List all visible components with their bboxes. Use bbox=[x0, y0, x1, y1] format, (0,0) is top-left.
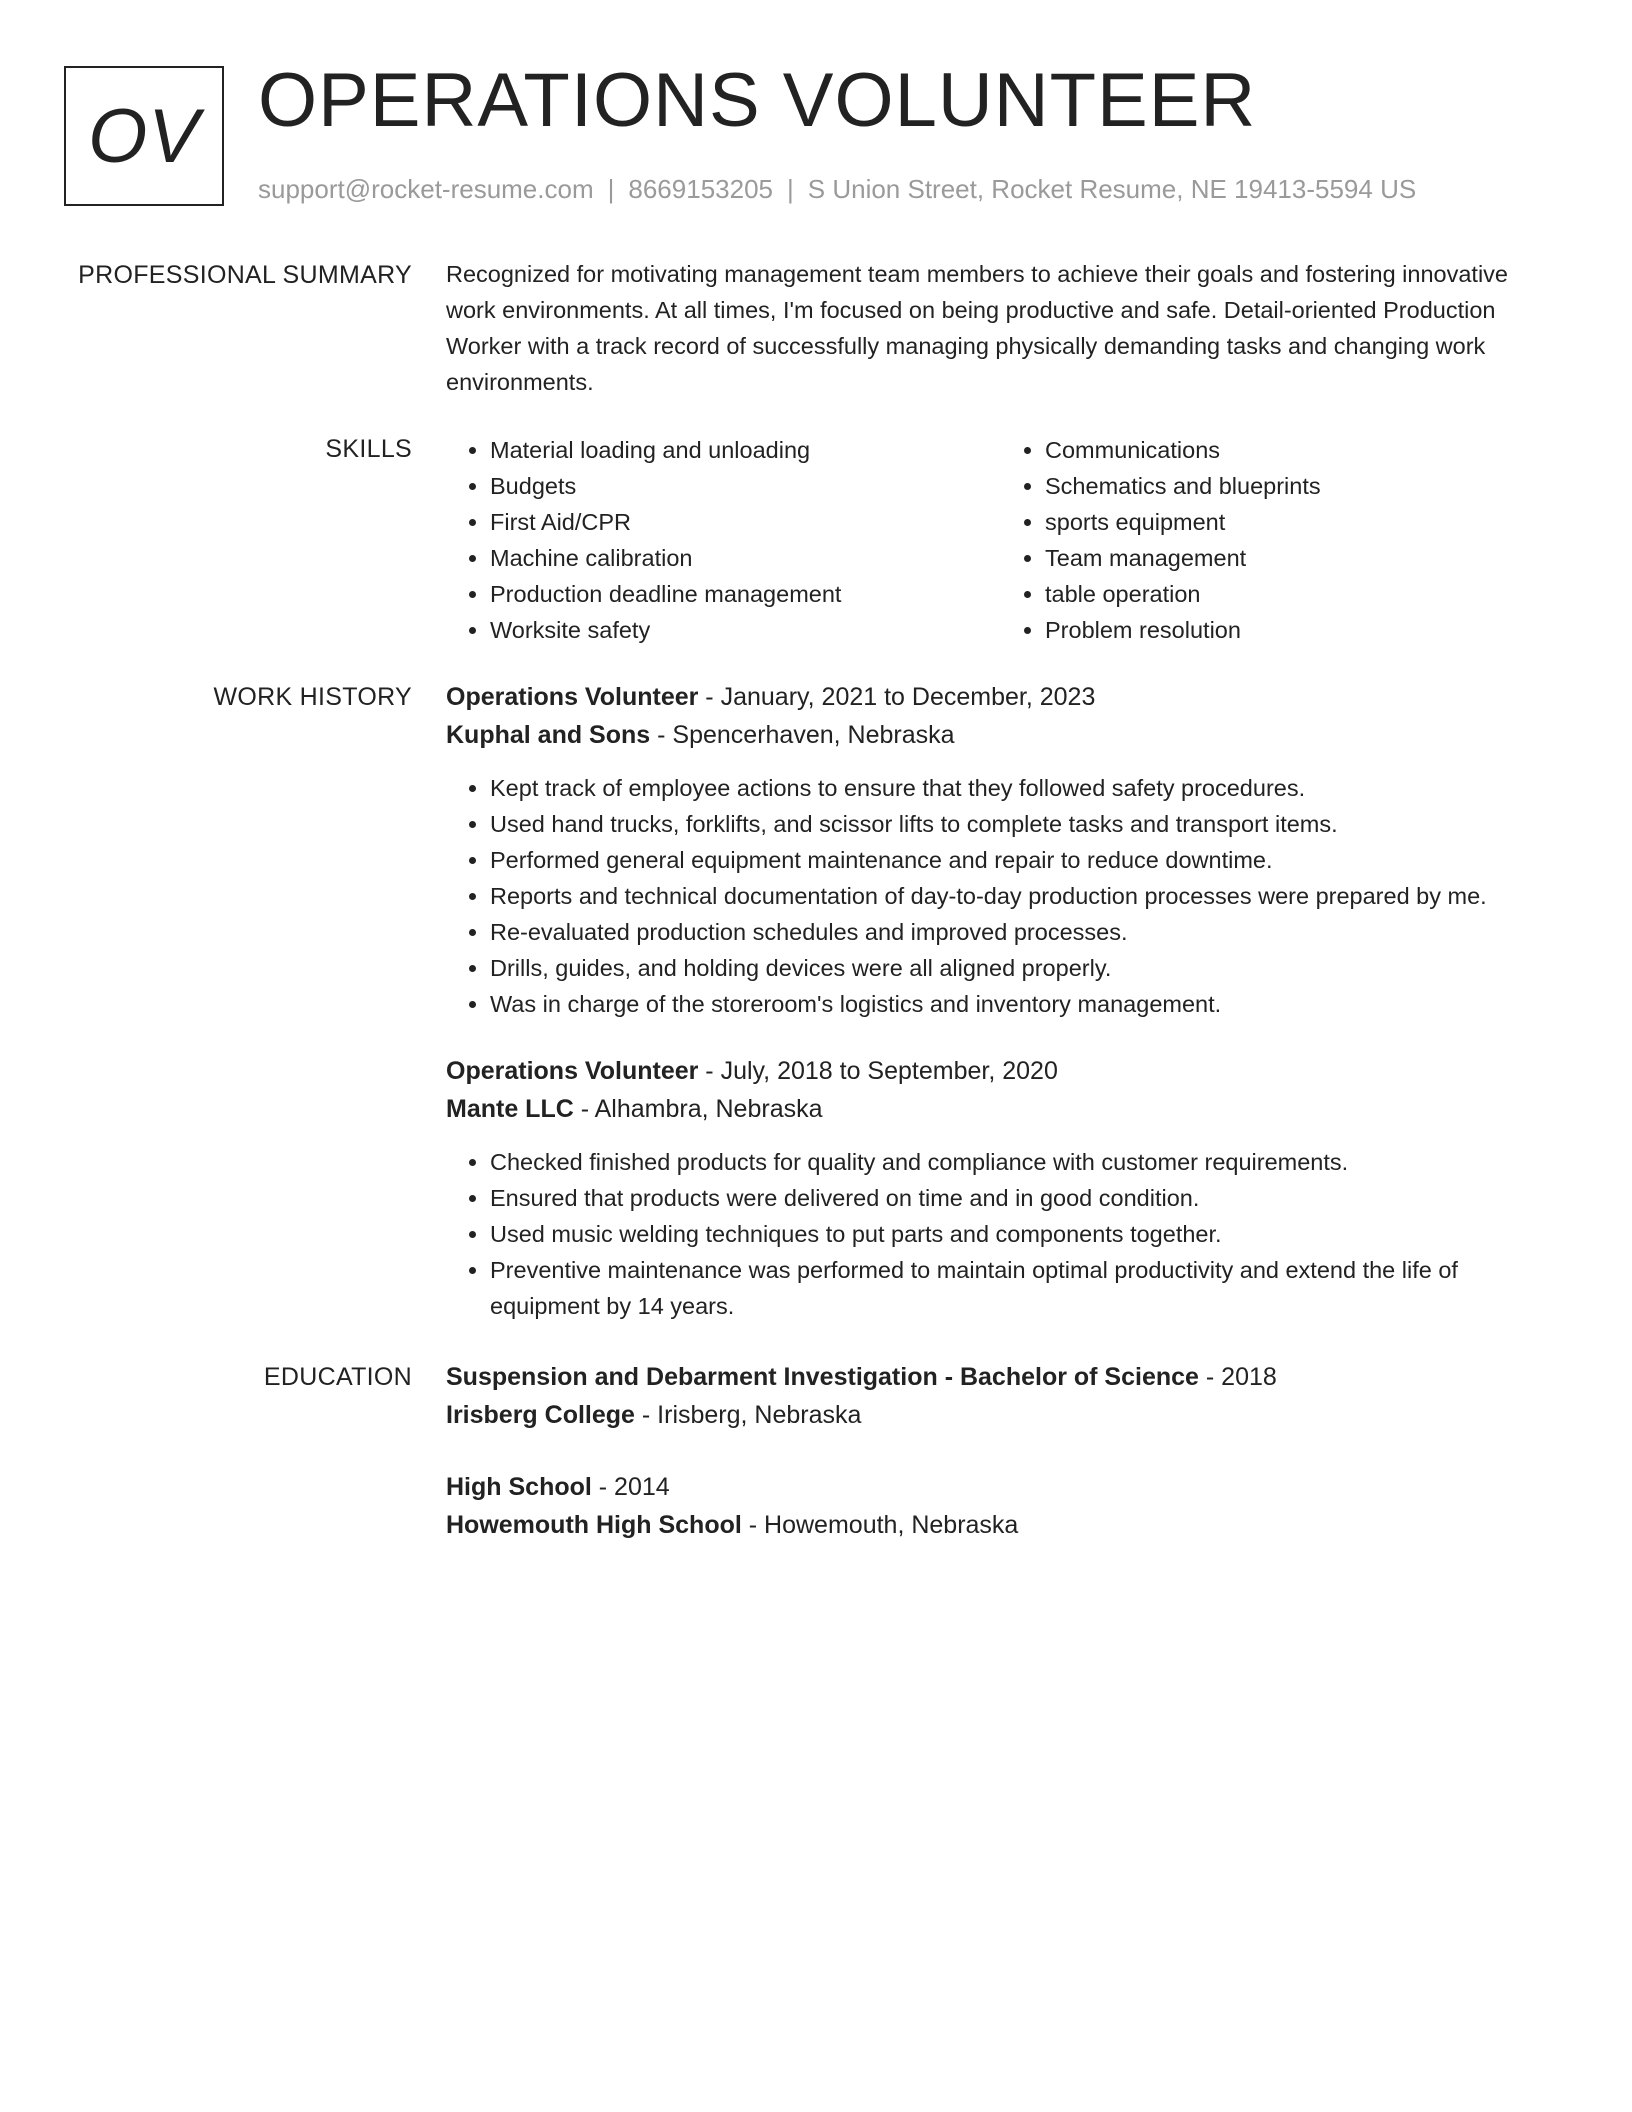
skill-item: • table operation bbox=[1045, 576, 1556, 612]
education-year: - 2018 bbox=[1198, 1363, 1277, 1391]
summary-heading: PROFESSIONAL SUMMARY bbox=[78, 261, 412, 289]
summary-text: Recognized for motivating management team members to achieve their goals and fostering innovative work environments. At all times, I'm focused on being productive and safe. Detail-oriented Production Worker with a track record of successfully managing physically demanding tasks and changing work environments. bbox=[446, 261, 1508, 395]
monogram-initials: OV bbox=[88, 93, 200, 179]
contact-separator: | bbox=[607, 174, 615, 204]
job-location: - Alhambra, Nebraska bbox=[573, 1095, 823, 1123]
job-company: Kuphal and Sons bbox=[446, 721, 651, 749]
education-degree: Suspension and Debarment Investigation - Bachelor of Science bbox=[446, 1363, 1199, 1391]
education-school: Irisberg College bbox=[446, 1401, 635, 1429]
education-school-line bbox=[446, 1506, 1556, 1544]
job-title-line bbox=[446, 678, 1556, 716]
contact-line bbox=[258, 172, 1416, 206]
skills-columns bbox=[446, 432, 1556, 648]
skill-item: • First Aid/CPR bbox=[490, 504, 1001, 540]
skill-item: • Material loading and unloading bbox=[490, 432, 1001, 468]
job-bullet: • Was in charge of the storeroom's logistics and inventory management. bbox=[490, 986, 1556, 1022]
skills-heading: SKILLS bbox=[325, 435, 412, 463]
skill-item: • Machine calibration bbox=[490, 540, 1001, 576]
education-school-line bbox=[446, 1396, 1556, 1434]
education-school: Howemouth High School bbox=[446, 1511, 742, 1539]
job-bullet: • Drills, guides, and holding devices were all aligned properly. bbox=[490, 950, 1556, 986]
skill-item: • Schematics and blueprints bbox=[1045, 468, 1556, 504]
skill-item: • sports equipment bbox=[1045, 504, 1556, 540]
work-history-section bbox=[446, 678, 1556, 1324]
skill-item: • Communications bbox=[1045, 432, 1556, 468]
education-entry bbox=[446, 1358, 1556, 1434]
job-bullets bbox=[446, 770, 1556, 1022]
skill-item: • Problem resolution bbox=[1045, 612, 1556, 648]
skill-item: • Worksite safety bbox=[490, 612, 1001, 648]
job-title: Operations Volunteer bbox=[446, 1057, 699, 1085]
education-section bbox=[446, 1358, 1556, 1544]
job-dates: - January, 2021 to December, 2023 bbox=[698, 683, 1096, 711]
job-bullet: • Kept track of employee actions to ensure that they followed safety procedures. bbox=[490, 770, 1556, 806]
job-bullet: • Reports and technical documentation of day-to-day production processes were prepared by me. bbox=[490, 878, 1556, 914]
job-location: - Spencerhaven, Nebraska bbox=[650, 721, 955, 749]
job-title-line bbox=[446, 1052, 1556, 1090]
job-dates: - July, 2018 to September, 2020 bbox=[698, 1057, 1058, 1085]
work-history-heading: WORK HISTORY bbox=[213, 683, 412, 711]
job-bullet: • Checked finished products for quality and compliance with customer requirements. bbox=[490, 1144, 1556, 1180]
skills-section bbox=[446, 432, 1556, 648]
job-bullet: • Performed general equipment maintenance and repair to reduce downtime. bbox=[490, 842, 1556, 878]
job-company-line bbox=[446, 1090, 1556, 1128]
skill-item: • Production deadline management bbox=[490, 576, 1001, 612]
job-title: Operations Volunteer bbox=[446, 683, 699, 711]
job-entry bbox=[446, 1052, 1556, 1324]
skill-item: • Budgets bbox=[490, 468, 1001, 504]
education-entry bbox=[446, 1468, 1556, 1544]
education-degree-line bbox=[446, 1358, 1556, 1396]
education-degree: High School bbox=[446, 1473, 592, 1501]
contact-address: S Union Street, Rocket Resume, NE 19413-5594 US bbox=[807, 174, 1417, 204]
job-bullet: • Used hand trucks, forklifts, and scissor lifts to complete tasks and transport items. bbox=[490, 806, 1556, 842]
resume-name: OPERATIONS VOLUNTEER bbox=[258, 58, 1257, 143]
contact-phone[interactable]: 8669153205 bbox=[628, 174, 773, 204]
job-bullets bbox=[446, 1144, 1556, 1324]
job-entry bbox=[446, 678, 1556, 1022]
job-bullet: • Used music welding techniques to put parts and components together. bbox=[490, 1216, 1556, 1252]
job-company-line bbox=[446, 716, 1556, 754]
monogram-box bbox=[64, 66, 224, 206]
education-location: - Howemouth, Nebraska bbox=[741, 1511, 1019, 1539]
skills-list-left bbox=[446, 432, 1001, 648]
contact-email[interactable]: support@rocket-resume.com bbox=[258, 174, 594, 204]
education-year: - 2014 bbox=[591, 1473, 670, 1501]
summary-section bbox=[446, 256, 1556, 400]
contact-separator: | bbox=[787, 174, 794, 204]
job-bullet: • Ensured that products were delivered on time and in good condition. bbox=[490, 1180, 1556, 1216]
job-bullet: • Preventive maintenance was performed to maintain optimal productivity and extend the life of equipment by 14 years. bbox=[490, 1252, 1556, 1324]
education-location: - Irisberg, Nebraska bbox=[634, 1401, 862, 1429]
education-heading: EDUCATION bbox=[263, 1363, 412, 1391]
job-company: Mante LLC bbox=[446, 1095, 574, 1123]
skills-list-right bbox=[1001, 432, 1556, 648]
job-bullet: • Re-evaluated production schedules and improved processes. bbox=[490, 914, 1556, 950]
education-degree-line bbox=[446, 1468, 1556, 1506]
skill-item: • Team management bbox=[1045, 540, 1556, 576]
